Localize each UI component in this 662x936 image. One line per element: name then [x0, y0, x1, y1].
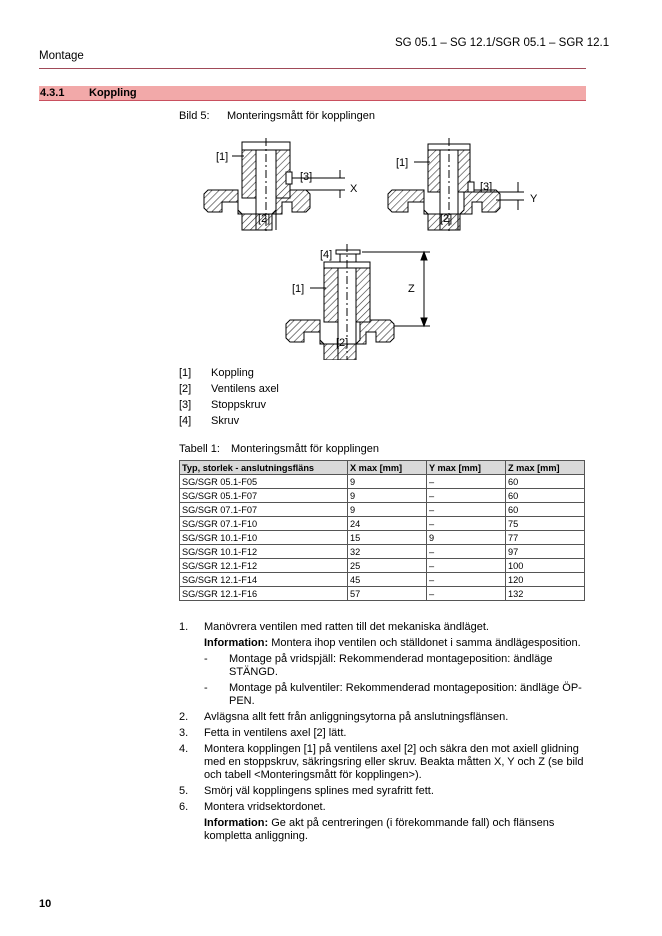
info-text: Montera ihop ventilen och ställdonet i samma ändlägesposition. — [268, 637, 581, 649]
drawing-z-dimension — [286, 244, 430, 360]
legend-key: [4] — [179, 415, 192, 427]
legend-text: Koppling — [211, 367, 254, 379]
cell-x: 9 — [348, 489, 427, 503]
table-row — [180, 545, 585, 559]
cell-type: SG/SGR 05.1-F05 — [180, 475, 348, 489]
section-number: 4.3.1 — [40, 87, 65, 99]
callout-4: [4] — [320, 249, 333, 261]
page-number: 10 — [39, 898, 52, 910]
dimension-y-label: Y — [530, 193, 538, 205]
step-text: Fetta in ventilens axel [2] lätt. — [204, 727, 347, 739]
figure-caption: Monteringsmått för kopplingen — [227, 110, 375, 122]
cell-x: 9 — [348, 475, 427, 489]
callout-3-drawing-2: [3] — [480, 181, 493, 193]
cell-x: 32 — [348, 545, 427, 559]
cell-type: SG/SGR 07.1-F10 — [180, 517, 348, 531]
cell-y: – — [427, 559, 506, 573]
cell-type: SG/SGR 10.1-F10 — [180, 531, 348, 545]
step-1 — [179, 621, 589, 708]
callout-1: [1] — [216, 151, 229, 163]
cell-z: 75 — [506, 517, 585, 531]
cell-z: 60 — [506, 489, 585, 503]
callout-2-drawing-3: [2] — [336, 337, 349, 349]
section-title: Koppling — [89, 87, 137, 99]
step-5 — [179, 785, 589, 798]
coupling-mounting-drawing — [180, 130, 586, 360]
info-text: Ge akt på centreringen (i förekommande fall) och flänsens kompletta anliggning. — [204, 817, 555, 842]
callout-1-drawing-2: [1] — [396, 157, 409, 169]
legend-text: Skruv — [211, 415, 240, 427]
cell-x: 9 — [348, 503, 427, 517]
step-number: 6. — [179, 801, 189, 813]
cell-x: 45 — [348, 573, 427, 587]
legend-text: Ventilens axel — [211, 383, 279, 395]
table-row — [180, 503, 585, 517]
column-header-y: Y max [mm] — [427, 461, 506, 475]
step-number: 4. — [179, 743, 189, 755]
step-4 — [179, 743, 589, 782]
step-bullet — [204, 682, 589, 708]
step-number: 5. — [179, 785, 189, 797]
column-header-z: Z max [mm] — [506, 461, 585, 475]
cell-type: SG/SGR 05.1-F07 — [180, 489, 348, 503]
step-bullet — [204, 653, 589, 679]
step-text: Montera vridsektordonet. — [204, 801, 326, 813]
table-row — [180, 517, 585, 531]
table-row — [180, 573, 585, 587]
step-number: 2. — [179, 711, 189, 723]
table-row — [180, 531, 585, 545]
info-label: Information: — [204, 817, 269, 829]
step-3 — [179, 727, 589, 740]
cell-z: 97 — [506, 545, 585, 559]
cell-x: 15 — [348, 531, 427, 545]
table-row — [180, 587, 585, 601]
step-text: Smörj väl kopplingens splines med syrafritt fett. — [204, 785, 434, 797]
step-text: Avlägsna allt fett från anliggningsytorna på anslutningsflänsen. — [204, 711, 509, 723]
step-2 — [179, 711, 589, 724]
cell-y: 9 — [427, 531, 506, 545]
header-divider — [39, 68, 586, 69]
table-row — [180, 559, 585, 573]
drawing-y-dimension — [388, 138, 524, 234]
cell-y: – — [427, 545, 506, 559]
legend-key: [3] — [179, 399, 192, 411]
cell-x: 25 — [348, 559, 427, 573]
info-label: Information: — [204, 637, 269, 649]
cell-z: 132 — [506, 587, 585, 601]
step-number: 1. — [179, 621, 189, 633]
table-label: Tabell 1: — [179, 443, 220, 455]
table-row — [180, 475, 585, 489]
cell-x: 57 — [348, 587, 427, 601]
cell-x: 24 — [348, 517, 427, 531]
instruction-list — [179, 621, 589, 846]
cell-z: 60 — [506, 503, 585, 517]
cell-type: SG/SGR 12.1-F12 — [180, 559, 348, 573]
bullet-text: Montage på vridspjäll: Rekommenderad montageposition: ändläge STÄNGD. — [229, 653, 553, 678]
legend-text: Stoppskruv — [211, 399, 267, 411]
step-6 — [179, 801, 589, 843]
cell-type: SG/SGR 12.1-F14 — [180, 573, 348, 587]
bullet-dash: - — [204, 682, 208, 694]
cell-y: – — [427, 587, 506, 601]
callout-3: [3] — [300, 171, 313, 183]
cell-y: – — [427, 503, 506, 517]
cell-y: – — [427, 489, 506, 503]
callout-2: [2] — [258, 213, 271, 225]
cell-y: – — [427, 573, 506, 587]
cell-type: SG/SGR 10.1-F12 — [180, 545, 348, 559]
chapter-title: Montage — [39, 50, 84, 62]
column-header-type: Typ, storlek - anslutningsfläns — [180, 461, 348, 475]
cell-y: – — [427, 475, 506, 489]
table-row — [180, 489, 585, 503]
dimension-x-label: X — [350, 183, 358, 195]
callout-2-drawing-2: [2] — [440, 213, 453, 225]
mounting-dimensions-table — [179, 460, 585, 601]
cell-z: 100 — [506, 559, 585, 573]
dimension-z-label: Z — [408, 283, 415, 295]
cell-type: SG/SGR 07.1-F07 — [180, 503, 348, 517]
cell-z: 60 — [506, 475, 585, 489]
cell-type: SG/SGR 12.1-F16 — [180, 587, 348, 601]
bullet-dash: - — [204, 653, 208, 665]
bullet-text: Montage på kulventiler: Rekommenderad montageposition: ändläge ÖP-PEN. — [229, 682, 582, 707]
step-text: Manövrera ventilen med ratten till det mekaniska ändläget. — [204, 621, 489, 633]
cell-z: 77 — [506, 531, 585, 545]
step-info — [204, 817, 589, 843]
step-text: Montera kopplingen [1] på ventilens axel [2] och säkra den mot axiell glidning med en stoppskruv, säkringsring eller skruv. Beakta måtten X, Y och Z (se bild och tabell <Monteringsmått för kopplingen>). — [204, 743, 584, 781]
step-info — [204, 637, 589, 650]
cell-z: 120 — [506, 573, 585, 587]
legend-key: [2] — [179, 383, 192, 395]
table-header-row — [180, 461, 585, 475]
step-number: 3. — [179, 727, 189, 739]
callout-1-drawing-3: [1] — [292, 283, 305, 295]
figure-label: Bild 5: — [179, 110, 210, 122]
column-header-x: X max [mm] — [348, 461, 427, 475]
document-title: SG 05.1 – SG 12.1/SGR 05.1 – SGR 12.1 — [395, 37, 610, 49]
table-caption: Monteringsmått för kopplingen — [231, 443, 379, 455]
cell-y: – — [427, 517, 506, 531]
legend-key: [1] — [179, 367, 192, 379]
